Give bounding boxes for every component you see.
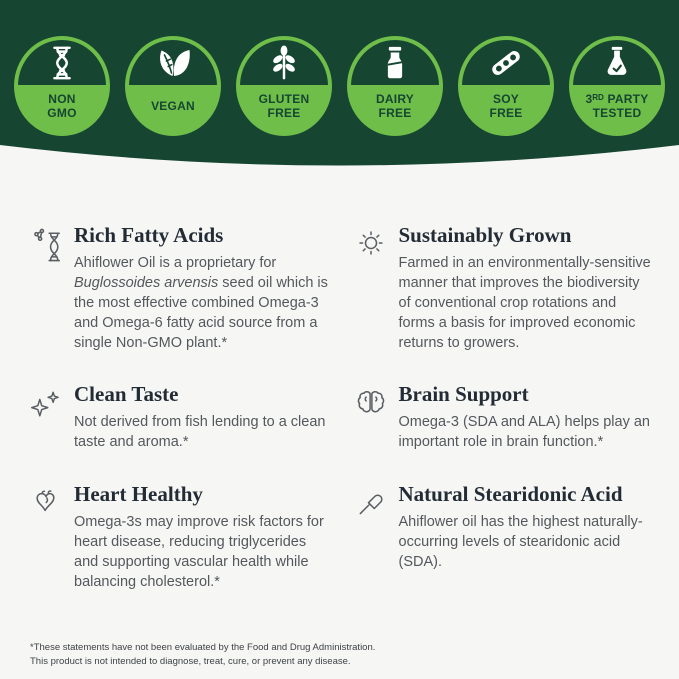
feature-section (0, 224, 679, 623)
sun-icon (355, 224, 387, 353)
disclaimer-line: This product is not intended to diagnose, treat, cure, or prevent any disease. (30, 656, 351, 668)
feature-title: Clean Taste (74, 382, 179, 407)
soybean-badge-icon (486, 43, 526, 83)
body-text: seed oil which is the most effective combined Omega-3 and Omega-6 fatty acid source from a single Non-GMO plant.* (74, 274, 328, 351)
badge-label: FREE (267, 106, 301, 120)
disclaimer-line: *These statements have not been evaluated by the Food and Drug Administration. (30, 641, 376, 653)
feature-body: Omega-3 (SDA and ALA) helps play an important role in brain function.* (398, 414, 650, 451)
brain-icon (355, 383, 387, 453)
feature-natural-stearidonic-acid (355, 483, 654, 593)
flask-badge-icon (598, 44, 636, 82)
badge-label: FREE (378, 106, 412, 120)
feature-body: Omega-3s may improve risk factors for heart disease, reducing triglycerides and supporting vascular health while balancing cholesterol.* (74, 514, 324, 590)
badge-label: GLUTEN (258, 92, 310, 107)
milk-bottle-badge-icon (376, 44, 414, 82)
badge-non-gmo (14, 36, 110, 136)
badge-vegan (125, 36, 221, 136)
dna-badge-icon (43, 44, 81, 82)
badge-label: 3ᴿᴰ PARTY (585, 92, 649, 107)
heart-icon (30, 483, 62, 593)
feature-title: Sustainably Grown (398, 223, 572, 247)
body-text-italic: Buglossoides arvensis (74, 274, 219, 291)
badge-gluten-free (236, 36, 332, 136)
feature-title: Rich Fatty Acids (74, 223, 224, 247)
feature-body: Not derived from fish lending to a clean taste and aroma.* (74, 414, 326, 451)
feature-heart-healthy (30, 483, 329, 593)
badge-label: GMO (47, 106, 77, 120)
badge-label: NON (48, 92, 76, 107)
feature-sustainably-grown (355, 224, 654, 353)
badge-label: SOY (492, 92, 520, 107)
feature-body: Farmed in an environmentally-sensitive manner that improves the biodiversity of conventional crop rotations and forms a basis for improved economic returns to growers. (398, 255, 651, 351)
badge-dairy-free (347, 36, 443, 136)
badge-label: VEGAN (151, 99, 195, 114)
feature-body: Ahiflower oil has the highest naturally-occurring levels of stearidonic acid (SDA). (398, 514, 643, 571)
feature-rich-fatty-acids (30, 224, 329, 353)
badge-label: TESTED (592, 106, 642, 120)
wheat-badge-icon (265, 44, 303, 82)
dna-molecule-icon (30, 224, 62, 353)
badge-3rd-party-tested (569, 36, 665, 136)
sparkles-icon (30, 383, 62, 453)
certification-badges (0, 36, 679, 136)
feature-title: Natural Stearidonic Acid (398, 482, 623, 507)
dropper-icon (355, 483, 387, 593)
badge-soy-free (458, 36, 554, 136)
feature-brain-support (355, 383, 654, 453)
feature-title: Heart Healthy (74, 482, 203, 507)
badge-label: FREE (489, 106, 523, 120)
fda-disclaimer (30, 641, 375, 670)
feature-title: Brain Support (398, 382, 529, 407)
feature-body (74, 254, 329, 353)
feature-clean-taste (30, 383, 329, 453)
badge-label: DAIRY (375, 92, 415, 107)
leaves-badge-icon (153, 43, 193, 83)
body-text: Ahiflower Oil is a proprietary for (74, 255, 277, 272)
